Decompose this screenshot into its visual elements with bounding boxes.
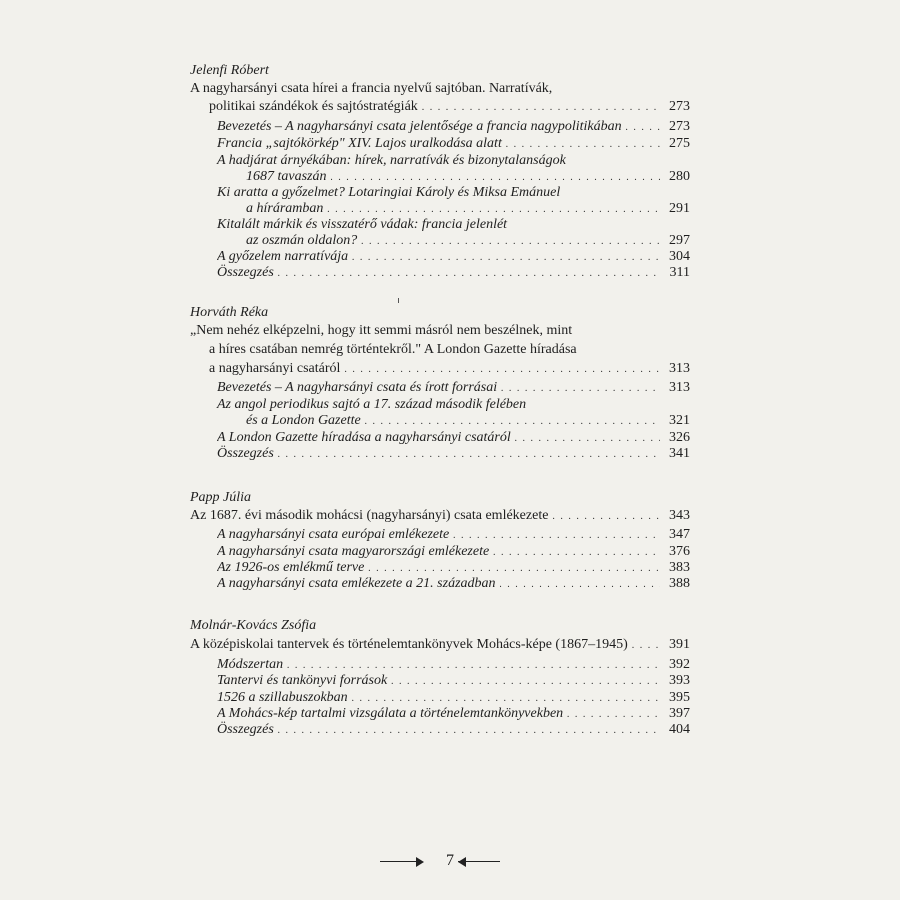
toc-entry[interactable] (209, 360, 690, 378)
chapter-title-line: a nagyharsányi csatáról (209, 361, 341, 376)
toc-subentry[interactable] (217, 118, 690, 136)
subentry-title: Összegzés (217, 265, 274, 280)
dot-leader (278, 264, 660, 282)
toc-subentry[interactable] (217, 672, 690, 690)
author-name: Molnár-Kovács Zsófia (190, 618, 317, 633)
page-ref: 326 (669, 430, 690, 445)
toc-entry[interactable] (190, 507, 690, 525)
page-ref: 297 (669, 233, 690, 248)
page-ref: 275 (669, 136, 690, 151)
subentry-title: az oszmán oldalon? (246, 233, 358, 248)
dot-leader (344, 360, 660, 378)
page-ref: 273 (669, 119, 690, 134)
page-ref: 376 (669, 544, 690, 559)
subentry-title: Francia „sajtókörkép" XIV. Lajos uralkodása alatt (217, 136, 502, 151)
chapter-title-line: politikai szándékok és sajtóstratégiák (209, 99, 418, 114)
subentry-title: Ki aratta a győzelmet? Lotaringiai Károly és Miksa Emánuel (217, 185, 561, 200)
page-ref: 291 (669, 201, 690, 216)
page-ref: 395 (669, 690, 690, 705)
page-ref: 311 (669, 265, 690, 280)
left-arrow-head-icon (416, 857, 424, 867)
page-ref: 347 (669, 527, 690, 542)
chapter-title-line: A középiskolai tantervek és történelemtankönyvek Mohács-képe (1867–1945) (190, 637, 628, 652)
page-ref: 280 (669, 169, 690, 184)
toc-subentry[interactable] (217, 264, 690, 282)
page-ref: 313 (669, 361, 690, 376)
toc-subentry[interactable] (217, 721, 690, 739)
page-ref: 321 (669, 413, 690, 428)
toc-subentry[interactable] (217, 135, 690, 153)
toc-entry[interactable] (190, 636, 690, 654)
subentry-title: A London Gazette híradása a nagyharsányi csatáról (217, 430, 511, 445)
toc-subentry[interactable] (217, 575, 690, 593)
page-number-footer (380, 852, 520, 872)
author-name: Jelenfi Róbert (190, 63, 269, 78)
subentry-title: Bevezetés – A nagyharsányi csata és írott forrásai (217, 380, 498, 395)
dot-leader (278, 445, 660, 463)
dot-leader (453, 526, 660, 544)
chapter-title-line: „Nem nehéz elképzelni, hogy itt semmi másról nem beszélnek, mint (190, 323, 573, 338)
subentry-title: Kitalált márkik és visszatérő vádak: francia jelenlét (217, 217, 508, 232)
subentry-title: 1687 tavaszán (246, 169, 327, 184)
dot-leader (365, 412, 660, 430)
toc-entry[interactable] (209, 98, 690, 116)
toc-subentry[interactable] (217, 445, 690, 463)
dot-leader (501, 379, 660, 397)
subentry-title: A győzelem narratívája (217, 249, 349, 264)
subentry-title: Az 1926-os emlékmű terve (217, 560, 365, 575)
page-number: 7 (446, 852, 454, 869)
dot-leader (632, 636, 660, 654)
subentry-title: Az angol periodikus sajtó a 17. század második felében (217, 397, 527, 412)
dot-leader (506, 135, 660, 153)
print-mark (398, 298, 399, 303)
subentry-title: A nagyharsányi csata magyarországi emlékezete (217, 544, 490, 559)
page-ref: 304 (669, 249, 690, 264)
subentry-title: Összegzés (217, 722, 274, 737)
subentry-title: Bevezetés – A nagyharsányi csata jelentősége a francia nagypolitikában (217, 119, 622, 134)
page-ref: 341 (669, 446, 690, 461)
subentry-title: és a London Gazette (246, 413, 361, 428)
page-ref: 404 (669, 722, 690, 737)
subentry-title: A nagyharsányi csata emlékezete a 21. században (217, 576, 496, 591)
chapter-title-line: a híres csatában nemrég történtekről." A London Gazette híradása (209, 342, 577, 357)
dot-leader (552, 507, 660, 525)
subentry-title: a híráramban (246, 201, 324, 216)
author-name: Horváth Réka (190, 305, 269, 320)
dot-leader (422, 98, 660, 116)
toc-subentry[interactable] (246, 412, 690, 430)
page-ref: 393 (669, 673, 690, 688)
dot-leader (500, 575, 660, 593)
page-ref: 313 (669, 380, 690, 395)
page-ref: 343 (669, 508, 690, 523)
page-ref: 273 (669, 99, 690, 114)
right-arrow-head-icon (458, 857, 466, 867)
author-name: Papp Júlia (190, 490, 252, 505)
subentry-title: A hadjárat árnyékában: hírek, narratívák és bizonytalanságok (217, 153, 566, 168)
page-ref: 392 (669, 657, 690, 672)
page-ref: 383 (669, 560, 690, 575)
toc-subentry[interactable] (217, 526, 690, 544)
right-arrow-ornament (458, 861, 500, 862)
subentry-title: 1526 a szillabuszokban (217, 690, 348, 705)
page-ref: 388 (669, 576, 690, 591)
subentry-title: A nagyharsányi csata európai emlékezete (217, 527, 450, 542)
chapter-title-line: Az 1687. évi második mohácsi (nagyharsányi) csata emlékezete (190, 508, 549, 523)
page-ref: 391 (669, 637, 690, 652)
subentry-title: Összegzés (217, 446, 274, 461)
dot-leader (626, 118, 660, 136)
subentry-title: Tantervi és tankönyvi források (217, 673, 388, 688)
page-ref: 397 (669, 706, 690, 721)
subentry-title: Módszertan (217, 657, 284, 672)
dot-leader (391, 672, 660, 690)
subentry-title: A Mohács-kép tartalmi vizsgálata a történelemtankönyvekben (217, 706, 564, 721)
chapter-title-line: A nagyharsányi csata hírei a francia nyelvű sajtóban. Narratívák, (190, 81, 553, 96)
toc-subentry[interactable] (217, 379, 690, 397)
dot-leader (278, 721, 660, 739)
